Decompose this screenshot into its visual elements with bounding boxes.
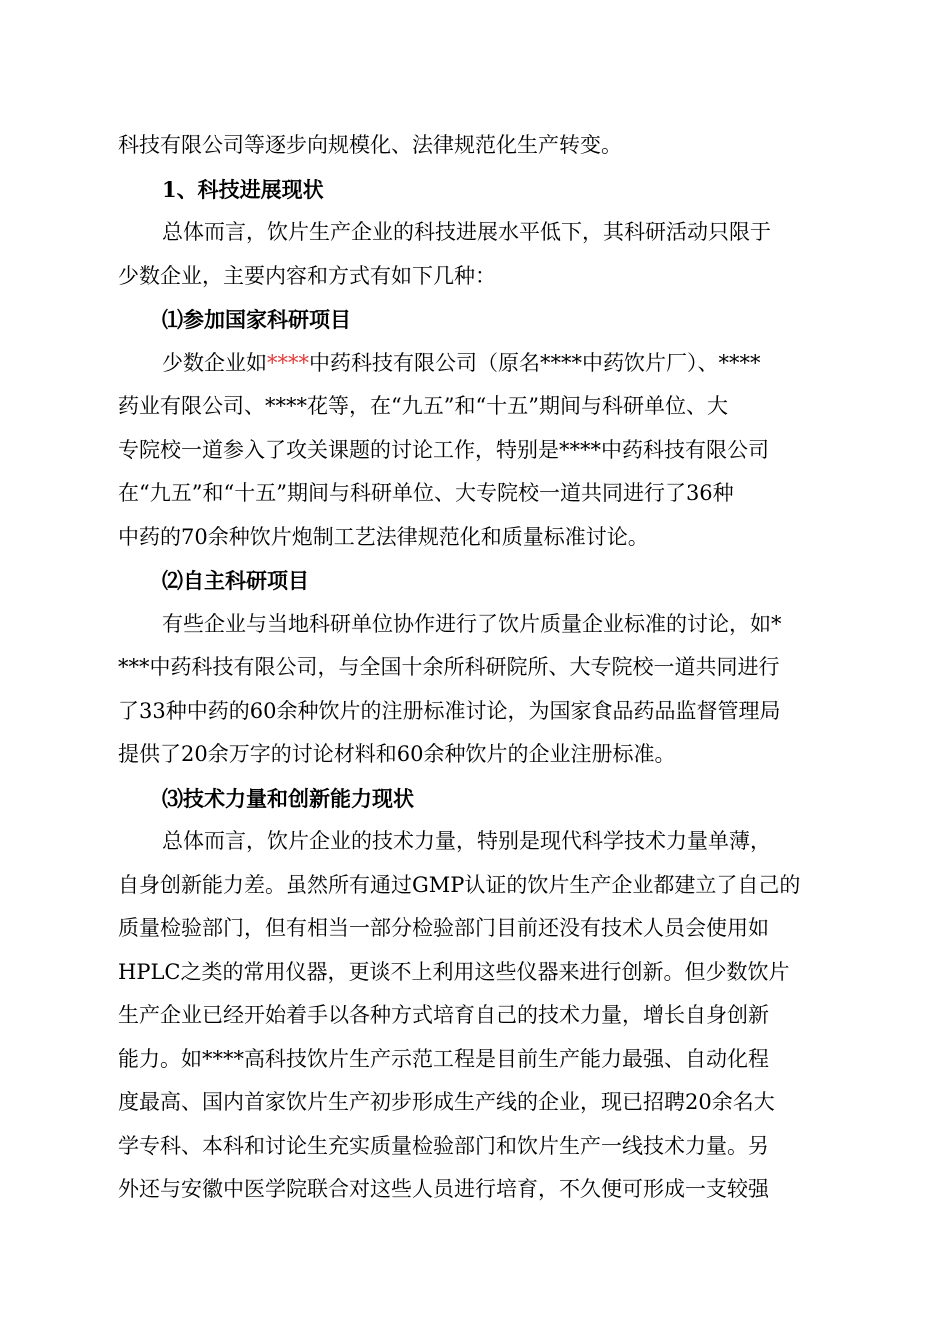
text-line: 质量检验部门，但有相当一部分检验部门目前还没有技术人员会使用如 [118,916,769,940]
section-heading: 1、科技进展现状 [162,176,324,202]
subsection-heading: ⑵自主科研项目 [162,568,309,593]
text-line: 了33种中药的60余种饮片的注册标准讨论，为国家食品药品监督管理局 [118,698,781,723]
text-line: 学专科、本科和讨论生充实质量检验部门和饮片生产一线技术力量。另 [118,1133,769,1158]
text-line: 药业有限公司、****花等，在“九五”和“十五”期间与科研单位、大 [118,394,728,418]
text-line: 能力。如****高科技饮片生产示范工程是目前生产能力最强、自动化程 [118,1046,769,1071]
text-line [118,342,830,386]
text-line: 提供了20余万字的讨论材料和60余种饮片的企业注册标准。 [118,742,676,766]
text-line: 外还与安徽中医学院联合对这些人员进行培育，不久便可形成一支较强 [118,1177,769,1201]
text-line: 总体而言，饮片生产企业的科技进展水平低下，其科研活动只限于 [162,220,771,244]
subsection-heading: ⑴参加国家科研项目 [162,307,351,332]
text-line: ***中药科技有限公司，与全国十余所科研院所、大专院校一道共同进行 [118,655,780,679]
highlighted-text: **** [267,350,309,375]
text-segment: 少数企业如 [162,350,267,375]
text-line: 自身创新能力差。虽然所有通过GMP认证的饮片生产企业都建立了自己的 [118,872,801,897]
text-line: 少数企业，主要内容和方式有如下几种： [118,263,496,288]
text-line: 科技有限公司等逐步向规模化、法律规范化生产转变。 [118,133,622,157]
text-line: 总体而言，饮片企业的技术力量，特别是现代科学技术力量单薄， [162,829,771,853]
text-line: 专院校一道参入了攻关课题的讨论工作，特别是****中药科技有限公司 [118,437,769,462]
text-line: 在“九五”和“十五”期间与科研单位、大专院校一道共同进行了36种 [118,481,734,505]
text-line: HPLC之类的常用仪器，更谈不上利用这些仪器来进行创新。但少数饮片 [118,959,790,984]
text-line: 度最高、国内首家饮片生产初步形成生产线的企业，现已招聘20余名大 [118,1090,775,1114]
text-segment: 中药科技有限公司（原名****中药饮片厂）、**** [309,350,761,375]
text-line: 生产企业已经开始着手以各种方式培育自己的技术力量，增长自身创新 [118,1003,769,1027]
body-text [118,124,830,1212]
subsection-heading: ⑶技术力量和创新能力现状 [162,785,414,811]
text-line: 中药的70余种饮片炮制工艺法律规范化和质量标准讨论。 [118,524,649,549]
text-line: 有些企业与当地科研单位协作进行了饮片质量企业标准的讨论，如* [162,611,782,636]
